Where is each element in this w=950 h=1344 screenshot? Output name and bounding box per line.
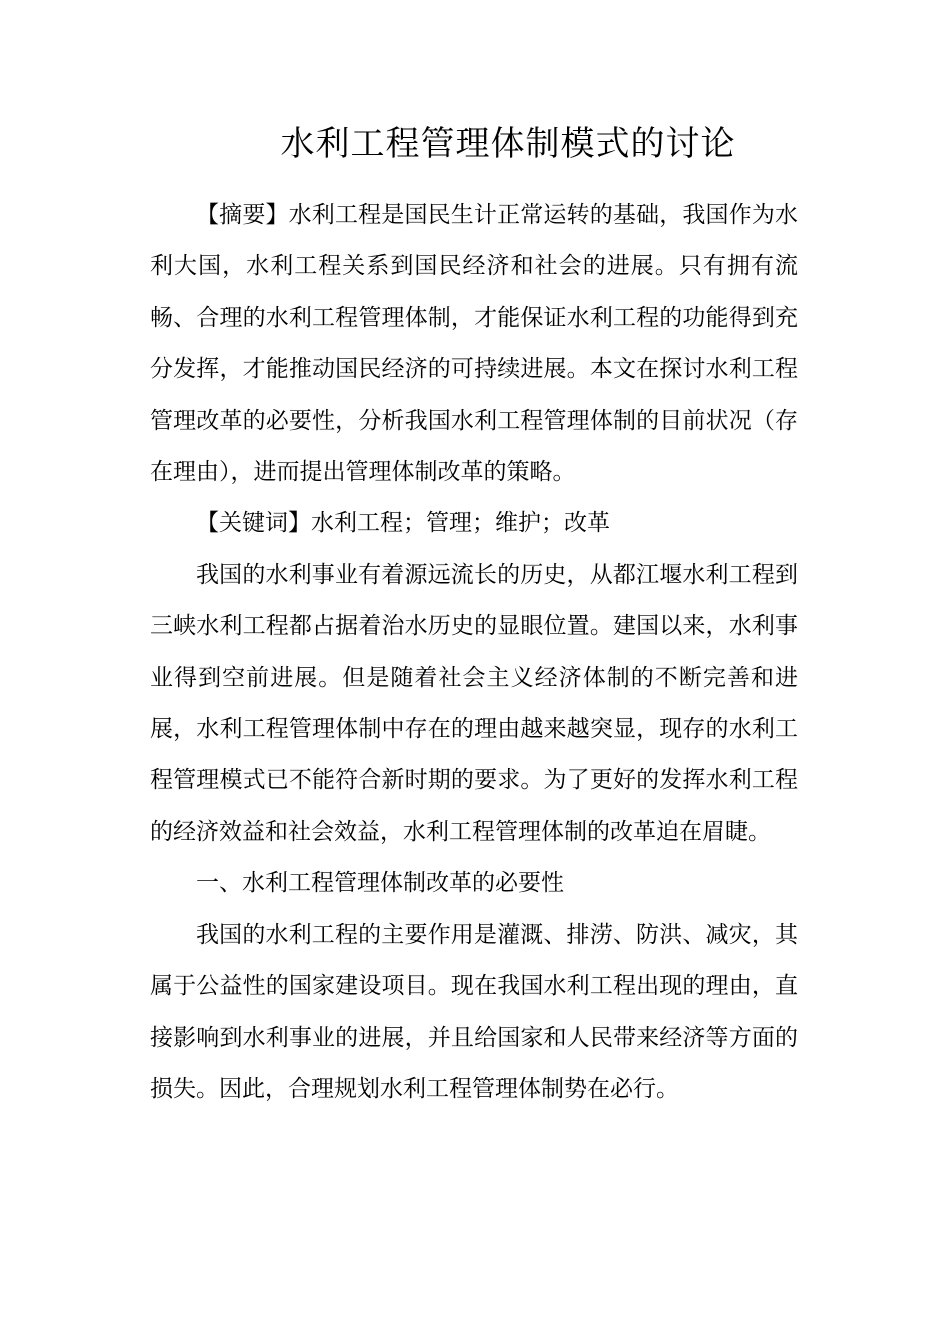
document-title: 水利工程管理体制模式的讨论 — [280, 124, 736, 164]
abstract-paragraph: 【摘要】水利工程是国民生计正常运转的基础，我国作为水利大国，水利工程关系到国民经济和社会的进展。只有拥有流畅、合理的水利工程管理体制，才能保证水利工程的功能得到充分发挥，才能推动国民经济的可持续进展。本文在探讨水利工程管理改革的必要性，分析我国水利工程管理体制的目前状况（存在理由），进而提出管理体制改革的策略。 — [150, 202, 798, 486]
document-body — [150, 190, 798, 1115]
intro-paragraph: 我国的水利事业有着源远流长的历史，从都江堰水利工程到三峡水利工程都占据着治水历史的显眼位置。建国以来，水利事业得到空前进展。但是随着社会主义经济体制的不断完善和进展，水利工程管理体制中存在的理由越来越突显，现存的水利工程管理模式已不能符合新时期的要求。为了更好的发挥水利工程的经济效益和社会效益，水利工程管理体制的改革迫在眉睫。 — [150, 561, 798, 845]
section-heading-1: 一、水利工程管理体制改革的必要性 — [196, 870, 564, 897]
keywords-paragraph: 【关键词】水利工程；管理；维护；改革 — [196, 510, 610, 537]
section-1-paragraph: 我国的水利工程的主要作用是灌溉、排涝、防洪、减灾，其属于公益性的国家建设项目。现在我国水利工程出现的理由，直接影响到水利事业的进展，并且给国家和人民带来经济等方面的损失。因此，合理规划水利工程管理体制势在必行。 — [150, 921, 798, 1102]
